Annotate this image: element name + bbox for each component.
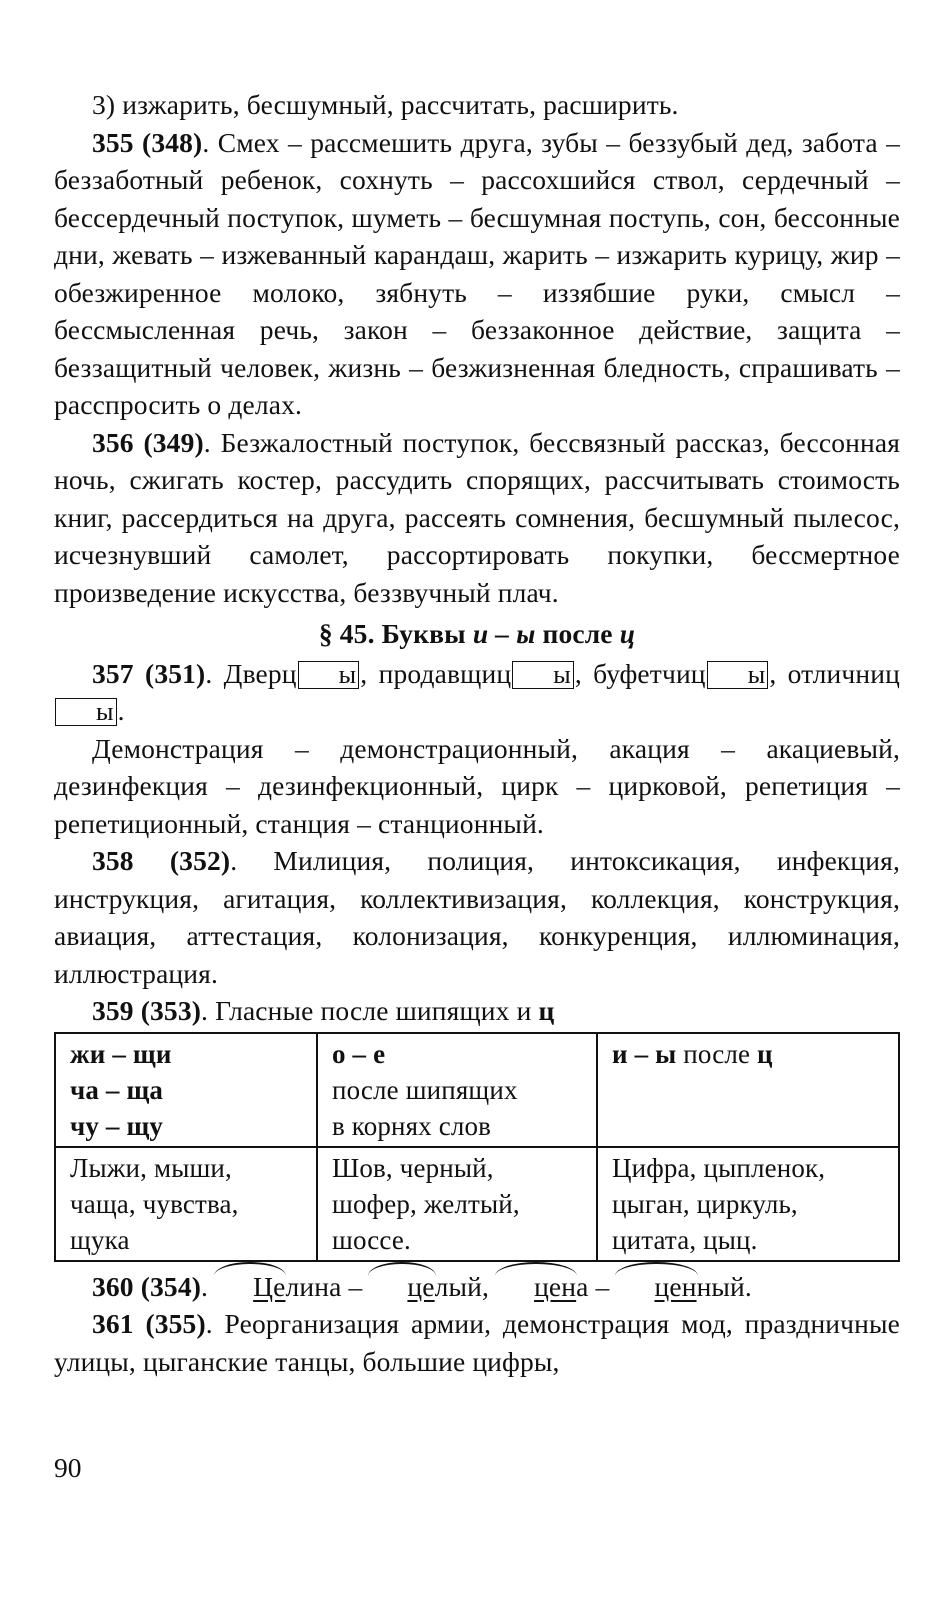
table-header-cell [597,1033,899,1147]
cell-line [612,1036,884,1072]
cell-text: после [676,1038,758,1069]
heading-letter: ц [619,618,636,649]
cell-bold: и – ы [612,1038,677,1069]
root-mark: цен [496,1268,576,1306]
exercise-text: . Гласные после шипящих и [201,995,539,1026]
page-text [54,86,900,1380]
word: . Дверц [205,657,297,689]
exercise-text: . Милиция, полиция, интоксикация, инфекция, инструкция, агитация, коллективизация, коллекция, конструкция, авиация, аттестация, колонизация, конкуренция, иллюминация, иллюстрация. [54,845,900,989]
cell-line: после шипящих [332,1074,518,1105]
root-mark: це [369,1268,434,1306]
word: ный. [696,1270,752,1302]
exercise-text: Демонстрация – демонстрационный, акация – акациевый, дезинфекция – дезинфекционный, цирк – цирковой, репетиция – репетиционный, станция – станционный. [54,732,900,839]
exercise-357 [54,655,900,730]
word: лина – [285,1270,370,1302]
exercise-361 [54,1305,900,1380]
cell-line: Цифра, цыпленок, [612,1152,826,1183]
exercise-number: 361 (355) [92,1308,206,1339]
word: , продавщиц [360,657,512,689]
word: а – [576,1270,617,1302]
exercise-text: . Смех – рассмешить друга, зубы – беззубый дед, забота – беззаботный ребенок, сохнуть – рассохшийся ствол, сердечный – бессердечный поступок, шуметь – бесшумная поступь, сон, бессонные дни, жевать – изжеванный карандаш, жарить – изжарить курицу, жир – обезжиренное молоко, зябнуть – иззябшие руки, смысл – бессмысленная речь, закон – беззаконное действие, защита – беззащитный человек, жизнь – безжизненная бледность, спрашивать – расспросить о делах. [54,126,901,420]
cell-line: о – е [332,1038,386,1069]
exercise-number: 355 (348) [92,126,203,158]
cell-line: в корнях слов [332,1110,492,1141]
exercise-357-part-2 [54,730,900,843]
table-cell [55,1147,317,1261]
cell-line: чу – щу [70,1110,164,1141]
cell-line: цитата, цыц. [612,1224,758,1255]
cell-line: ча – ща [70,1074,164,1105]
boxed-letter: ы [298,661,360,689]
cell-line: жи – щи [70,1038,172,1069]
heading-middle: после [535,618,620,649]
cell-line: щука [70,1224,130,1255]
cell-line: цыган, циркуль, [612,1188,798,1219]
table-cell [597,1147,899,1261]
heading-prefix: § 45. Буквы [318,618,473,649]
exercise-360 [54,1268,900,1306]
cell-line: чаща, чувства, [70,1188,239,1219]
exercise-356 [54,424,900,612]
exercise-number: 356 (349) [92,426,204,458]
exercise-number: 358 (352) [92,845,231,876]
root-mark: Це [215,1268,285,1306]
cell-bold: ц [757,1038,773,1069]
exercise-text: . Реорганизация армии, демонстрация мод, праздничные улицы, цыганские танцы, большие цифры, [54,1308,901,1377]
exercise-355 [54,124,900,424]
word: . [117,695,125,726]
cell-line: шоссе. [332,1224,411,1255]
cell-line: Лыжи, мыши, [70,1152,232,1183]
exercise-number: 360 (354) [92,1270,202,1302]
exercise-text: . Безжалостный поступок, бессвязный рассказ, бессонная ночь, сжигать костер, рассудить спорящих, рассчитывать стоимость книг, рассердиться на друга, рассеять сомнения, бесшумный пылесос, исчезнувший самолет, рассортировать покупки, бессмертное произведение искусства, беззвучный плач. [54,426,900,608]
boxed-letter: ы [55,698,117,726]
word: , буфетчиц [574,657,706,689]
word: , отличниц [769,657,900,689]
word: лый, [434,1270,497,1302]
exercise-358 [54,842,900,992]
exercise-number: 357 (351) [92,657,206,689]
exercise-number: 359 (353) [92,995,202,1026]
heading-letters: и – ы [472,618,536,649]
table-header-cell [317,1033,597,1147]
page-number: 90 [54,1452,82,1483]
boxed-letter: ы [707,661,769,689]
table-row [55,1147,899,1261]
table-cell [317,1147,597,1261]
root-mark: цен [616,1268,696,1306]
section-heading [54,615,900,653]
word: . [201,1270,216,1302]
cell-line: Шов, черный, [332,1152,494,1183]
vowels-table [54,1032,900,1262]
table-header-row [55,1033,899,1147]
cell-line: шофер, желтый, [332,1188,520,1219]
paragraph-line-1 [54,86,900,124]
exercise-359 [54,992,900,1030]
line-text: 3) изжарить, бесшумный, рассчитать, расширить. [92,89,679,120]
bold-letter: ц [538,995,555,1026]
boxed-letter: ы [512,661,574,689]
table-header-cell [55,1033,317,1147]
